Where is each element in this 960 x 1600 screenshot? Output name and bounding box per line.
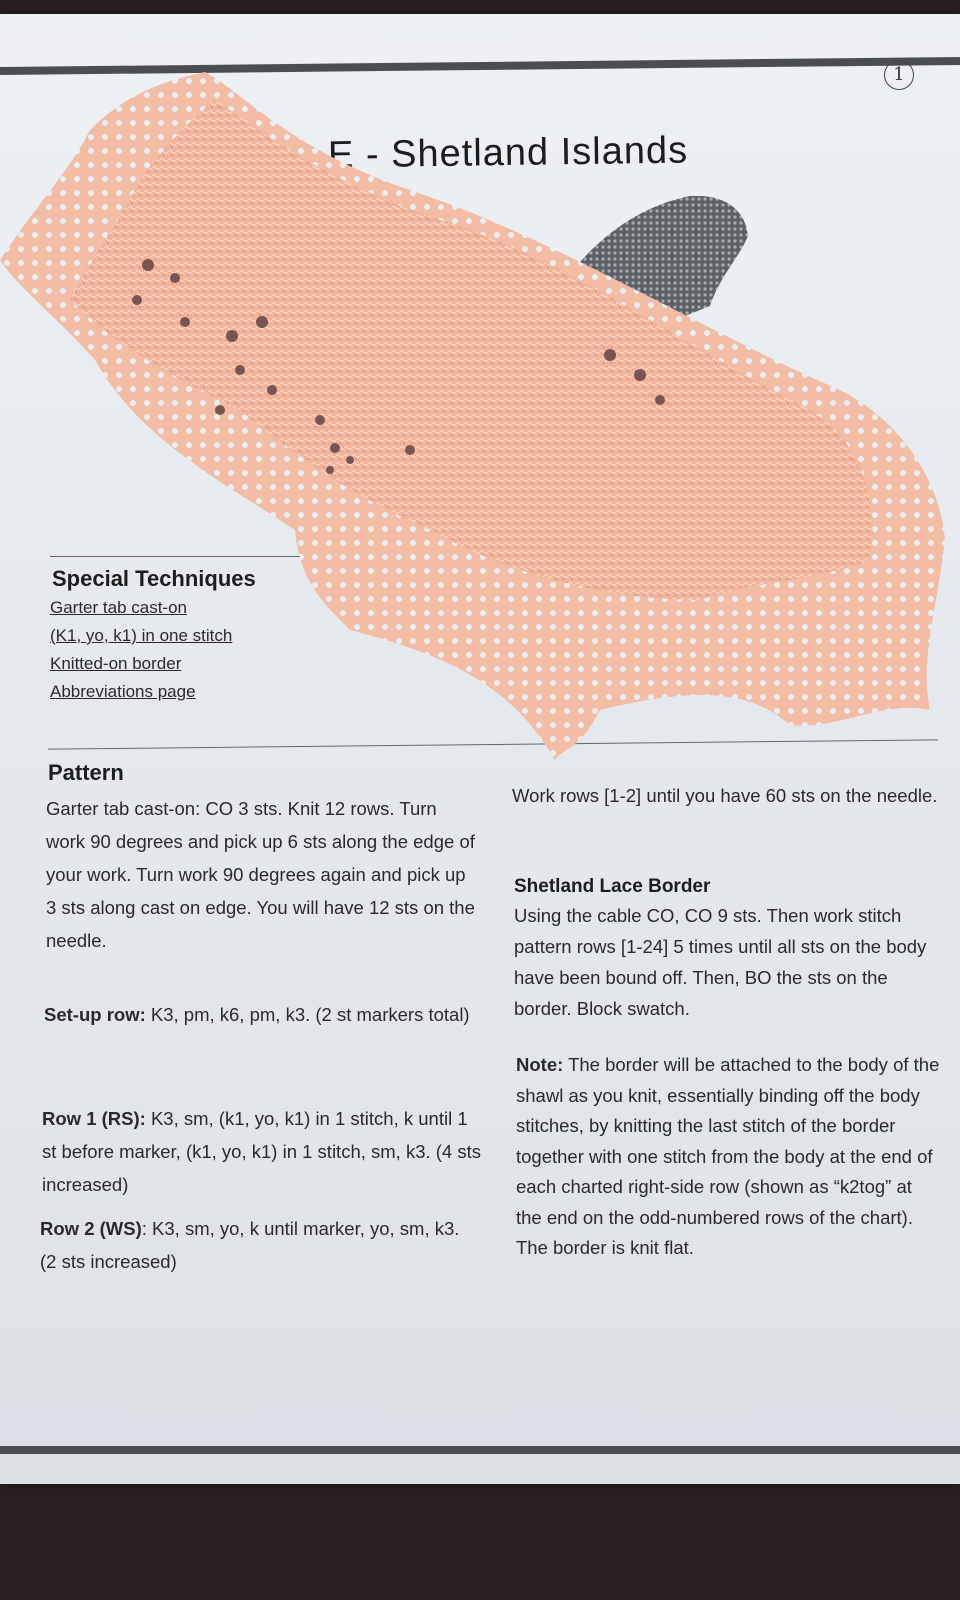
row-2-label: Row 2 (WS) bbox=[40, 1218, 142, 1239]
setup-row-text: K3, pm, k6, pm, k3. (2 st markers total) bbox=[145, 1004, 470, 1025]
technique-link-knitted-on-border[interactable]: Knitted-on border bbox=[50, 654, 182, 673]
border-text: Using the cable CO, CO 9 sts. Then work stitch pattern rows [1-24] 5 times until all sts on the body have been bound off. Then, BO the sts on the border. Block swatch. bbox=[514, 905, 927, 1019]
work-rows-text: Work rows [1-2] until you have 60 sts on the needle. bbox=[512, 785, 938, 806]
row-2 bbox=[40, 1212, 480, 1278]
lace-swatch bbox=[0, 60, 960, 780]
technique-link-k1-yo-k1[interactable]: (K1, yo, k1) in one stitch bbox=[50, 626, 233, 645]
page-number: 1 bbox=[884, 60, 914, 90]
row-1 bbox=[42, 1102, 482, 1201]
note-label: Note: bbox=[516, 1054, 564, 1075]
row-1-label: Row 1 (RS): bbox=[42, 1108, 146, 1129]
setup-row bbox=[44, 998, 474, 1031]
page-title: Ε - Shetland Islands bbox=[327, 129, 689, 177]
bottom-rule bbox=[0, 1446, 960, 1454]
special-techniques-heading: Special Techniques bbox=[52, 566, 256, 591]
setup-row-label: Set-up row: bbox=[44, 1004, 146, 1025]
technique-link-abbreviations[interactable]: Abbreviations page bbox=[50, 682, 196, 701]
note bbox=[516, 1050, 941, 1264]
row-1-text: K3, sm, (k1, yo, k1) in 1 stitch, k until 1 st before marker, (k1, yo, k1) in 1 stitch, sm, k3. (4 sts increased) bbox=[42, 1108, 481, 1195]
note-text: The border will be attached to the body of the shawl as you knit, essentially binding off the body stitches, by knitting the last stitch of the border together with one stitch from the body at the end of each charted right-side row (shown as “k2tog” at the end on the odd-numbered rows of the chart). The border is knit flat. bbox=[516, 1054, 940, 1258]
technique-link-garter-tab[interactable]: Garter tab cast-on bbox=[50, 598, 188, 617]
pattern-heading: Pattern bbox=[48, 760, 124, 785]
pattern-intro: Garter tab cast-on: CO 3 sts. Knit 12 rows. Turn work 90 degrees and pick up 6 sts along the edge of your work. Turn work 90 degrees again and pick up 3 sts along cast on edge. You will have 12 sts on the needle. bbox=[46, 798, 475, 951]
shetland-border-heading: Shetland Lace Border bbox=[514, 876, 711, 897]
row-2-text: : K3, sm, yo, k until marker, yo, sm, k3. (2 sts increased) bbox=[40, 1218, 460, 1272]
